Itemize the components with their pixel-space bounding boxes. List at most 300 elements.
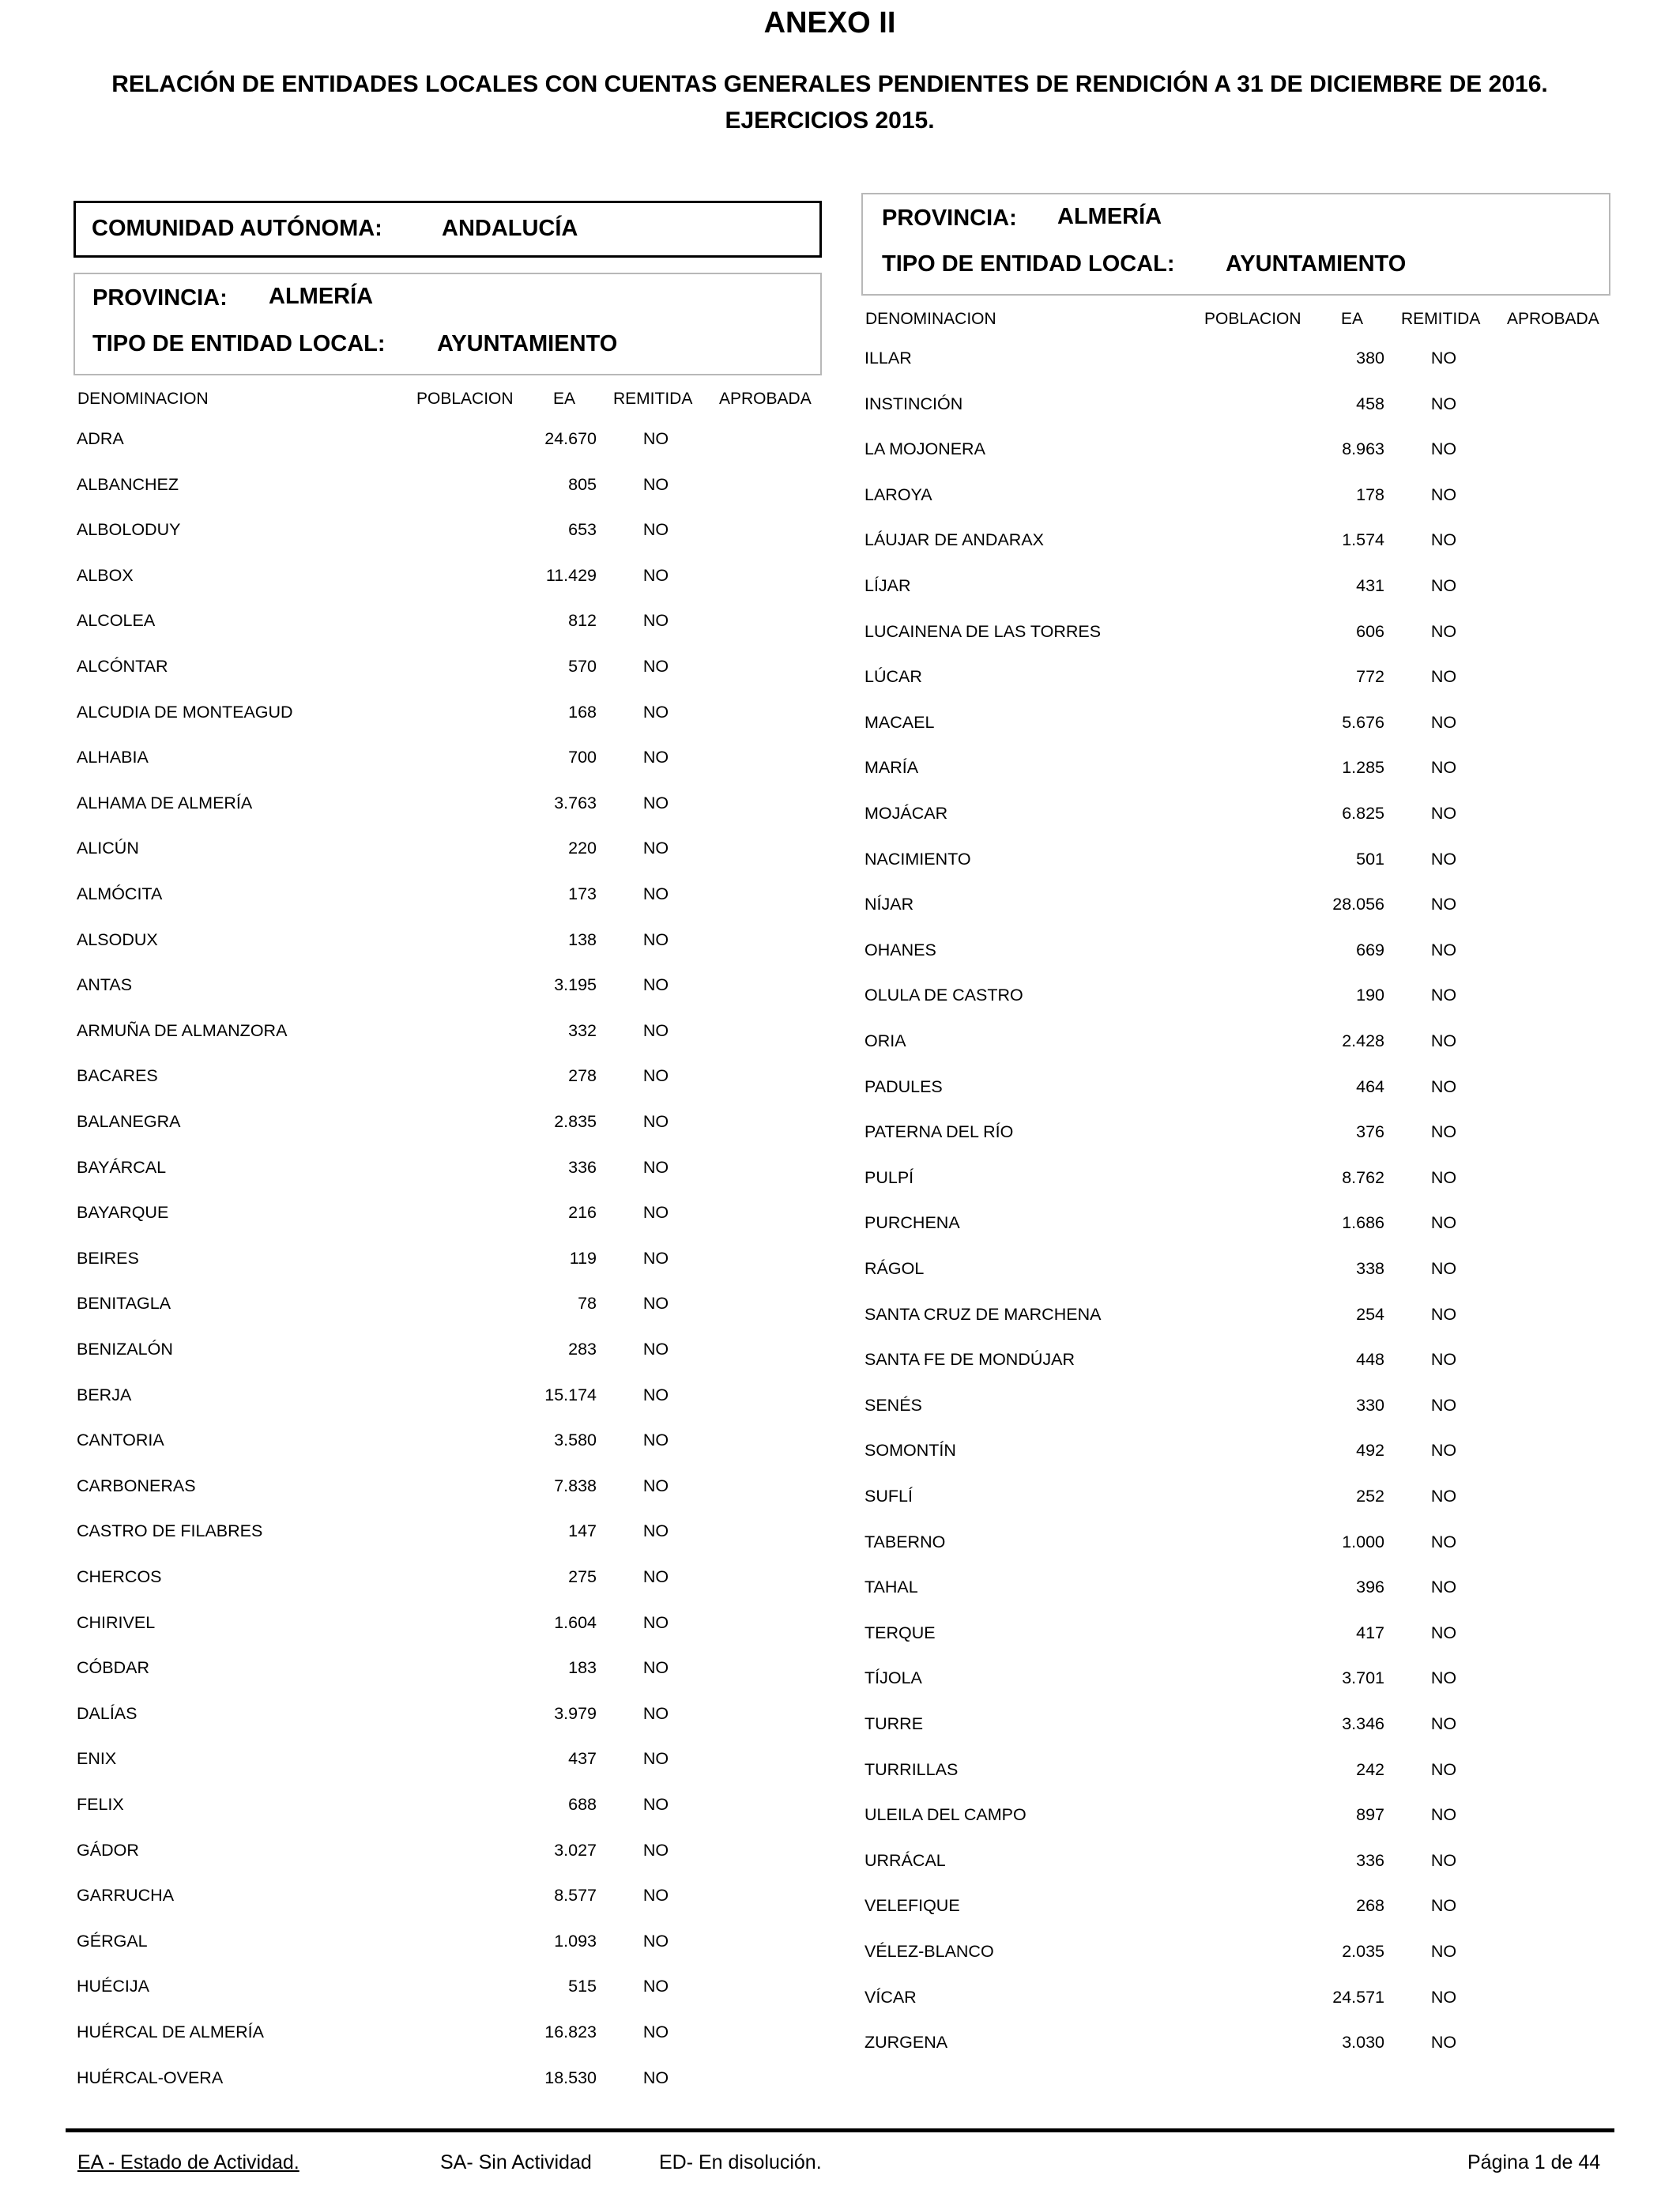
table-row	[73, 1158, 822, 1182]
entity-remitida: NO	[1430, 394, 1457, 413]
entity-remitida: NO	[1430, 1987, 1457, 2007]
entity-name: ALSODUX	[77, 929, 158, 949]
table-row	[73, 703, 822, 726]
provincia-box-right	[861, 193, 1610, 296]
table-row	[861, 622, 1610, 646]
entity-remitida: NO	[642, 1112, 669, 1131]
table-row	[73, 1613, 822, 1637]
table-row	[861, 394, 1610, 418]
entity-name: ALHAMA DE ALMERÍA	[77, 793, 253, 812]
entity-name: PATERNA DEL RÍO	[864, 1122, 1014, 1142]
entity-population: 178	[1356, 484, 1384, 504]
entity-population: 138	[568, 929, 597, 949]
table-row	[861, 1350, 1610, 1374]
entity-name: TERQUE	[864, 1623, 936, 1642]
entity-population: 606	[1356, 621, 1384, 641]
entity-name: GÉRGAL	[77, 1931, 148, 1951]
entity-name: CHERCOS	[77, 1567, 162, 1586]
entity-population: 78	[578, 1294, 597, 1314]
entity-population: 7.838	[554, 1476, 597, 1495]
entity-remitida: NO	[1430, 1578, 1457, 1597]
page-number: Página 1 de 44	[1467, 2151, 1601, 2173]
entity-name: LÍJAR	[864, 576, 911, 595]
header-ea-right: EA	[1341, 310, 1364, 328]
entity-population: 216	[568, 1203, 597, 1223]
table-row	[861, 1077, 1610, 1101]
entity-population: 458	[1356, 394, 1384, 413]
table-row	[73, 794, 822, 817]
table-row	[73, 1021, 822, 1045]
entity-population: 700	[568, 748, 597, 767]
entity-name: VELEFIQUE	[864, 1896, 960, 1916]
entity-remitida: NO	[642, 1977, 669, 1996]
entity-name: ARMUÑA DE ALMANZORA	[77, 1020, 288, 1040]
entity-name: ALHABIA	[77, 748, 149, 767]
table-row	[73, 1704, 822, 1728]
entity-remitida: NO	[1430, 1942, 1457, 1961]
entity-population: 376	[1356, 1122, 1384, 1142]
entity-name: BENIZALÓN	[77, 1340, 173, 1359]
table-row	[861, 986, 1610, 1009]
entity-population: 570	[568, 657, 597, 676]
entity-population: 1.285	[1342, 758, 1384, 778]
table-row	[73, 2022, 822, 2046]
table-row	[73, 566, 822, 590]
entity-population: 3.030	[1342, 2033, 1384, 2053]
table-row	[861, 1305, 1610, 1329]
table-row	[73, 611, 822, 635]
entity-remitida: NO	[1430, 1167, 1457, 1187]
entity-name: CANTORIA	[77, 1431, 164, 1450]
entity-population: 492	[1356, 1441, 1384, 1461]
entity-remitida: NO	[642, 2068, 669, 2087]
entity-population: 3.580	[554, 1431, 597, 1450]
entity-remitida: NO	[1430, 849, 1457, 869]
entity-remitida: NO	[1430, 1213, 1457, 1233]
entity-remitida: NO	[1430, 1850, 1457, 1870]
entity-remitida: NO	[1430, 1076, 1457, 1096]
entity-remitida: NO	[1430, 1487, 1457, 1506]
table-row	[861, 1668, 1610, 1692]
entity-remitida: NO	[1430, 1031, 1457, 1050]
entity-name: OHANES	[864, 940, 936, 959]
entity-remitida: NO	[1430, 804, 1457, 823]
entity-population: 396	[1356, 1578, 1384, 1597]
entity-population: 278	[568, 1066, 597, 1086]
entity-name: BEIRES	[77, 1248, 139, 1268]
entity-population: 5.676	[1342, 712, 1384, 732]
provincia-value: ALMERÍA	[269, 284, 374, 309]
header-poblacion-right: POBLACION	[1204, 310, 1301, 328]
entity-population: 669	[1356, 940, 1384, 959]
entity-population: 275	[568, 1567, 597, 1586]
table-row	[73, 1567, 822, 1591]
entity-population: 8.963	[1342, 439, 1384, 459]
entity-name: LUCAINENA DE LAS TORRES	[864, 621, 1102, 641]
table-row	[861, 1578, 1610, 1601]
table-row	[861, 1805, 1610, 1829]
entity-population: 1.574	[1342, 530, 1384, 550]
entity-population: 119	[569, 1248, 597, 1268]
entity-name: NACIMIENTO	[864, 849, 971, 869]
entity-name: DALÍAS	[77, 1703, 137, 1723]
table-row	[861, 1441, 1610, 1465]
table-row	[861, 1760, 1610, 1784]
entity-remitida: NO	[1430, 484, 1457, 504]
table-row	[73, 657, 822, 680]
entity-name: LÚCAR	[864, 667, 922, 687]
entity-name: TURRE	[864, 1714, 924, 1733]
entity-population: 15.174	[544, 1385, 597, 1404]
entity-population: 448	[1356, 1350, 1384, 1370]
comunidad-label: COMUNIDAD AUTÓNOMA:	[92, 216, 382, 241]
entity-name: CÓBDAR	[77, 1658, 149, 1678]
table-row	[73, 1203, 822, 1227]
entity-remitida: NO	[642, 1749, 669, 1769]
entity-remitida: NO	[1430, 1122, 1457, 1142]
entity-name: HUÉCIJA	[77, 1977, 149, 1996]
table-row	[861, 1259, 1610, 1283]
table-row	[73, 1431, 822, 1454]
table-row	[861, 1031, 1610, 1055]
entity-name: SANTA CRUZ DE MARCHENA	[864, 1304, 1102, 1324]
entity-remitida: NO	[642, 702, 669, 722]
entity-name: MACAEL	[864, 712, 935, 732]
entity-name: BERJA	[77, 1385, 132, 1404]
entity-name: BAYARQUE	[77, 1203, 169, 1223]
entity-remitida: NO	[1430, 2033, 1457, 2053]
entity-population: 3.763	[554, 793, 597, 812]
entity-population: 28.056	[1332, 895, 1384, 914]
entity-name: VÉLEZ-BLANCO	[864, 1942, 994, 1961]
entity-name: PADULES	[864, 1076, 943, 1096]
table-row	[861, 1532, 1610, 1556]
entity-remitida: NO	[642, 1840, 669, 1860]
table-row	[73, 975, 822, 999]
entity-remitida: NO	[642, 975, 669, 995]
entity-name: BENITAGLA	[77, 1294, 171, 1314]
tipo-entidad-label-right: TIPO DE ENTIDAD LOCAL:	[882, 251, 1175, 277]
entity-population: 336	[568, 1157, 597, 1177]
entity-remitida: NO	[642, 1795, 669, 1814]
entity-remitida: NO	[1430, 1759, 1457, 1779]
entity-population: 3.701	[1342, 1668, 1384, 1688]
entity-remitida: NO	[642, 1658, 669, 1678]
entity-remitida: NO	[642, 1476, 669, 1495]
header-ea: EA	[553, 390, 576, 408]
table-row	[861, 1851, 1610, 1875]
entity-remitida: NO	[642, 2022, 669, 2041]
entity-remitida: NO	[1430, 758, 1457, 778]
table-row	[73, 1476, 822, 1500]
entity-name: PULPÍ	[864, 1167, 914, 1187]
footer-ed-legend: ED- En disolución.	[659, 2151, 822, 2173]
table-row	[73, 839, 822, 862]
subtitle-line-2: EJERCICIOS 2015.	[725, 107, 935, 134]
entity-population: 2.035	[1342, 1942, 1384, 1961]
entity-remitida: NO	[642, 565, 669, 585]
entity-population: 653	[568, 520, 597, 540]
table-row	[861, 1988, 1610, 2011]
provincia-label: PROVINCIA:	[92, 285, 228, 311]
entity-population: 1.604	[554, 1612, 597, 1632]
table-row	[861, 758, 1610, 782]
entity-population: 1.093	[554, 1931, 597, 1951]
entity-remitida: NO	[1430, 667, 1457, 687]
entity-remitida: NO	[642, 1385, 669, 1404]
entity-name: GARRUCHA	[77, 1886, 175, 1906]
entity-name: HUÉRCAL DE ALMERÍA	[77, 2022, 264, 2041]
entity-name: CARBONERAS	[77, 1476, 196, 1495]
table-row	[861, 1896, 1610, 1920]
table-row	[73, 1841, 822, 1864]
entity-remitida: NO	[642, 1612, 669, 1632]
page-title: ANEXO II	[763, 6, 896, 40]
entity-population: 897	[1356, 1805, 1384, 1825]
table-row	[861, 439, 1610, 463]
entity-population: 515	[568, 1977, 597, 1996]
table-row	[73, 1294, 822, 1318]
entity-population: 183	[568, 1658, 597, 1678]
entity-population: 24.670	[544, 429, 597, 448]
entity-remitida: NO	[642, 429, 669, 448]
entity-population: 417	[1356, 1623, 1384, 1642]
entity-name: SOMONTÍN	[864, 1441, 956, 1461]
entity-remitida: NO	[1430, 1714, 1457, 1733]
entity-remitida: NO	[1430, 439, 1457, 459]
entity-remitida: NO	[642, 1703, 669, 1723]
entity-population: 772	[1356, 667, 1384, 687]
entity-name: INSTINCIÓN	[864, 394, 963, 413]
entity-population: 8.762	[1342, 1167, 1384, 1187]
entity-remitida: NO	[642, 1931, 669, 1951]
table-row	[73, 930, 822, 954]
entity-name: ZURGENA	[864, 2033, 948, 2053]
entity-population: 2.428	[1342, 1031, 1384, 1050]
table-row	[861, 1942, 1610, 1966]
table-row	[73, 1795, 822, 1819]
table-row	[861, 713, 1610, 737]
table-row	[861, 1487, 1610, 1510]
entity-name: ALBOX	[77, 565, 134, 585]
entity-remitida: NO	[642, 1294, 669, 1314]
entity-remitida: NO	[642, 1340, 669, 1359]
entity-population: 190	[1356, 986, 1384, 1005]
entity-remitida: NO	[1430, 1395, 1457, 1415]
header-denominacion-right: DENOMINACION	[865, 310, 996, 328]
table-row	[73, 1521, 822, 1545]
entity-population: 147	[568, 1521, 597, 1541]
entity-name: ALMÓCITA	[77, 884, 163, 903]
header-poblacion: POBLACION	[416, 390, 514, 408]
entity-name: ENIX	[77, 1749, 117, 1769]
entity-remitida: NO	[1430, 1304, 1457, 1324]
table-row	[861, 850, 1610, 873]
entity-remitida: NO	[1430, 1805, 1457, 1825]
entity-remitida: NO	[1430, 1441, 1457, 1461]
entity-name: ALBANCHEZ	[77, 474, 179, 494]
entity-remitida: NO	[1430, 530, 1457, 550]
footer-sa-legend: SA- Sin Actividad	[440, 2151, 592, 2173]
entity-name: ADRA	[77, 429, 124, 448]
entity-name: URRÁCAL	[864, 1850, 946, 1870]
entity-name: MARÍA	[864, 758, 919, 778]
table-row	[73, 1385, 822, 1409]
entity-name: GÁDOR	[77, 1840, 139, 1860]
entity-remitida: NO	[642, 474, 669, 494]
entity-population: 688	[568, 1795, 597, 1814]
entity-name: HUÉRCAL-OVERA	[77, 2068, 224, 2087]
entity-population: 11.429	[545, 565, 597, 585]
entity-remitida: NO	[642, 1020, 669, 1040]
entity-remitida: NO	[642, 748, 669, 767]
entity-remitida: NO	[642, 884, 669, 903]
entity-population: 3.346	[1342, 1714, 1384, 1733]
entity-population: 812	[568, 611, 597, 631]
entity-population: 437	[568, 1749, 597, 1769]
table-row	[73, 1249, 822, 1272]
subtitle-line-1: RELACIÓN DE ENTIDADES LOCALES CON CUENTAS GENERALES PENDIENTES DE RENDICIÓN A 31 DE DICIEMBRE DE 2016.	[111, 71, 1548, 97]
entity-remitida: NO	[642, 611, 669, 631]
table-row	[861, 1122, 1610, 1146]
entity-population: 24.571	[1332, 1987, 1384, 2007]
entity-remitida: NO	[1430, 349, 1457, 368]
table-row	[861, 1213, 1610, 1237]
table-row	[73, 1932, 822, 1955]
entity-name: CHIRIVEL	[77, 1612, 156, 1632]
provincia-box-left	[73, 273, 822, 375]
entity-population: 338	[1356, 1259, 1384, 1278]
entity-name: BAYÁRCAL	[77, 1157, 167, 1177]
entity-population: 464	[1356, 1076, 1384, 1096]
table-row	[73, 2068, 822, 2092]
entity-population: 173	[568, 884, 597, 903]
entity-population: 1.686	[1342, 1213, 1384, 1233]
entity-remitida: NO	[1430, 940, 1457, 959]
table-row	[73, 1340, 822, 1363]
entity-name: TÍJOLA	[864, 1668, 922, 1688]
footer-rule	[66, 2128, 1614, 2132]
entity-remitida: NO	[642, 1521, 669, 1541]
entity-name: ULEILA DEL CAMPO	[864, 1805, 1026, 1825]
entity-name: ANTAS	[77, 975, 133, 995]
table-row	[73, 1749, 822, 1773]
entity-name: LÁUJAR DE ANDARAX	[864, 530, 1045, 550]
entity-remitida: NO	[642, 839, 669, 858]
table-row	[73, 1886, 822, 1909]
entity-name: ALICÚN	[77, 839, 139, 858]
entity-remitida: NO	[1430, 1350, 1457, 1370]
entity-remitida: NO	[642, 793, 669, 812]
page-subtitle	[0, 66, 1659, 139]
entity-population: 8.577	[554, 1886, 597, 1906]
entity-remitida: NO	[642, 520, 669, 540]
entity-remitida: NO	[1430, 621, 1457, 641]
entity-population: 283	[568, 1340, 597, 1359]
entity-remitida: NO	[1430, 1896, 1457, 1916]
entity-remitida: NO	[1430, 986, 1457, 1005]
entity-population: 168	[568, 702, 597, 722]
entity-population: 336	[1356, 1850, 1384, 1870]
header-aprobada-right: APROBADA	[1507, 310, 1599, 328]
table-row	[73, 429, 822, 453]
entity-remitida: NO	[642, 1431, 669, 1450]
entity-population: 330	[1356, 1395, 1384, 1415]
comunidad-box	[73, 201, 822, 258]
entity-population: 254	[1356, 1304, 1384, 1324]
entity-population: 6.825	[1342, 804, 1384, 823]
table-row	[861, 530, 1610, 554]
entity-name: TABERNO	[864, 1532, 946, 1551]
table-row	[73, 1066, 822, 1090]
entity-remitida: NO	[1430, 1259, 1457, 1278]
entity-population: 380	[1356, 349, 1384, 368]
table-row	[861, 1623, 1610, 1647]
entity-name: SENÉS	[864, 1395, 922, 1415]
entity-name: LA MOJONERA	[864, 439, 985, 459]
entity-name: ALBOLODUY	[77, 520, 181, 540]
entity-name: OLULA DE CASTRO	[864, 986, 1023, 1005]
table-row	[73, 520, 822, 544]
table-row	[861, 895, 1610, 918]
entity-remitida: NO	[642, 1066, 669, 1086]
entity-name: NÍJAR	[864, 895, 914, 914]
entity-remitida: NO	[1430, 895, 1457, 914]
table-row	[861, 1396, 1610, 1419]
table-row	[73, 748, 822, 771]
entity-population: 332	[568, 1020, 597, 1040]
entity-remitida: NO	[642, 1567, 669, 1586]
entity-remitida: NO	[1430, 712, 1457, 732]
entity-name: FELIX	[77, 1795, 124, 1814]
entity-name: ALCÓNTAR	[77, 657, 168, 676]
entity-population: 268	[1356, 1896, 1384, 1916]
entity-name: LAROYA	[864, 484, 932, 504]
entity-population: 252	[1356, 1487, 1384, 1506]
entity-name: SUFLÍ	[864, 1487, 913, 1506]
header-remitida: REMITIDA	[613, 390, 693, 408]
entity-population: 501	[1356, 849, 1384, 869]
entity-population: 242	[1356, 1759, 1384, 1779]
entity-name: MOJÁCAR	[864, 804, 948, 823]
table-row	[861, 941, 1610, 964]
table-row	[861, 485, 1610, 509]
table-row	[73, 1658, 822, 1682]
table-row	[73, 1112, 822, 1136]
entity-remitida: NO	[1430, 576, 1457, 595]
entity-name: TURRILLAS	[864, 1759, 959, 1779]
table-row	[73, 884, 822, 908]
table-row	[861, 1168, 1610, 1192]
provincia-label-right: PROVINCIA:	[882, 205, 1017, 231]
entity-name: BALANEGRA	[77, 1112, 181, 1131]
header-aprobada: APROBADA	[719, 390, 812, 408]
tipo-entidad-value-right: AYUNTAMIENTO	[1226, 251, 1407, 277]
entity-remitida: NO	[642, 657, 669, 676]
entity-remitida: NO	[642, 1157, 669, 1177]
comunidad-value: ANDALUCÍA	[442, 216, 578, 241]
table-row	[73, 475, 822, 499]
table-row	[861, 349, 1610, 372]
entity-remitida: NO	[1430, 1668, 1457, 1688]
entity-name: VÍCAR	[864, 1987, 917, 2007]
entity-population: 220	[568, 839, 597, 858]
entity-population: 431	[1356, 576, 1384, 595]
entity-name: BACARES	[77, 1066, 158, 1086]
entity-population: 18.530	[544, 2068, 597, 2087]
entity-population: 3.979	[554, 1703, 597, 1723]
entity-population: 3.027	[554, 1840, 597, 1860]
